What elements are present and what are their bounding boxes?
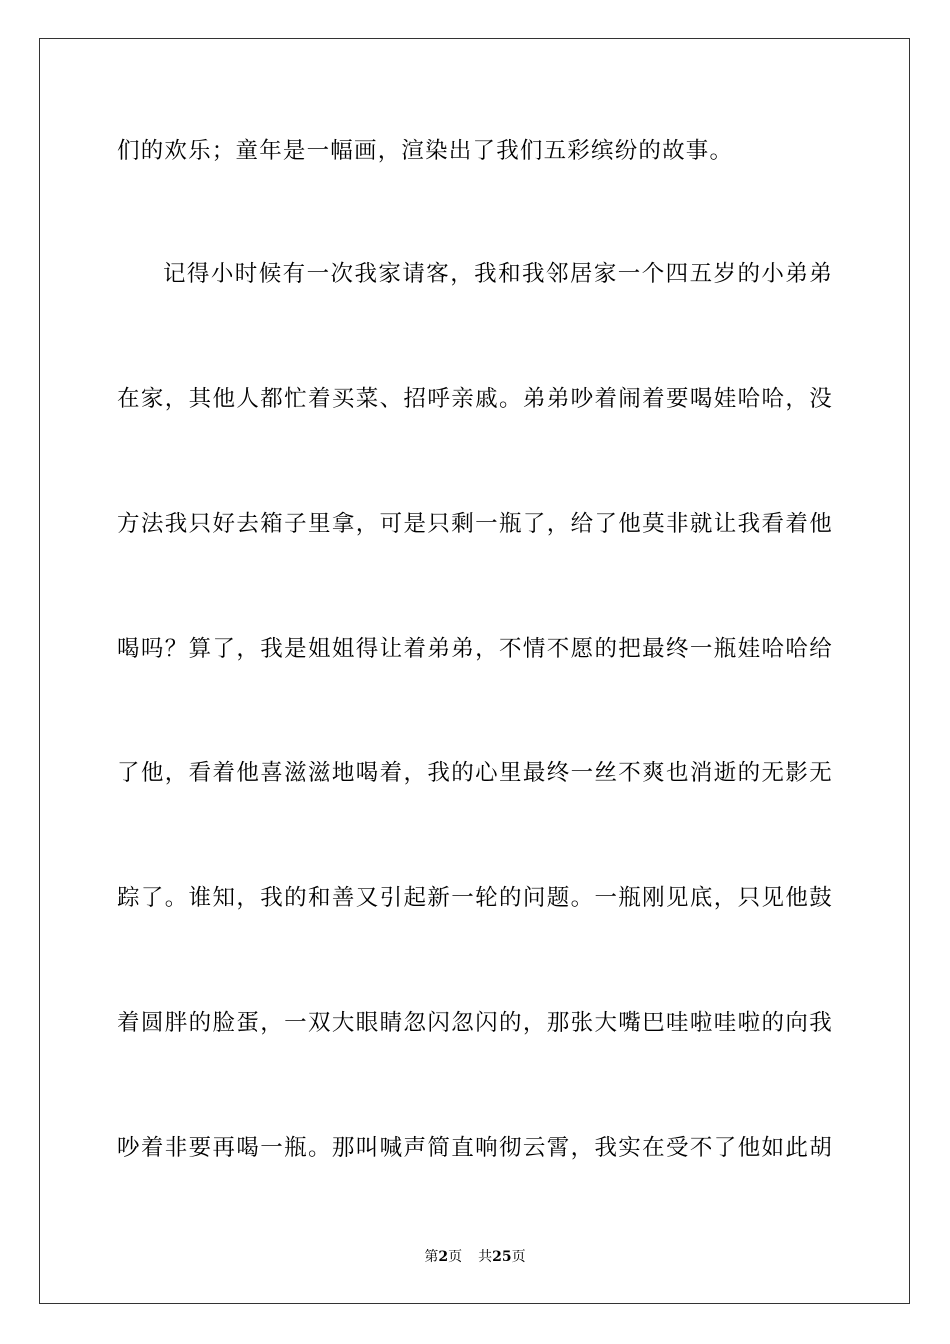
page-footer	[0, 1248, 950, 1266]
text-line-4: 方法我只好去箱子里拿，可是只剩一瓶了，给了他莫非就让我看着他	[117, 511, 833, 537]
text-line-3: 在家，其他人都忙着买菜、招呼亲戚。弟弟吵着闹着要喝娃哈哈，没	[117, 386, 833, 412]
page-suffix: 页	[448, 1249, 463, 1265]
page-prefix: 第	[424, 1249, 439, 1265]
total-prefix: 共	[478, 1249, 493, 1265]
text-line-6: 了他，看着他喜滋滋地喝着，我的心里最终一丝不爽也消逝的无影无	[117, 760, 833, 786]
total-pages: 25	[492, 1249, 512, 1265]
text-line-2: 记得小时候有一次我家请客，我和我邻居家一个四五岁的小弟弟	[163, 261, 833, 287]
total-suffix: 页	[511, 1249, 526, 1265]
text-line-7: 踪了。谁知，我的和善又引起新一轮的问题。一瓶刚见底，只见他鼓	[117, 885, 833, 911]
text-line-1: 们的欢乐；童年是一幅画，渲染出了我们五彩缤纷的故事。	[117, 138, 734, 164]
text-line-8: 着圆胖的脸蛋，一双大眼睛忽闪忽闪的，那张大嘴巴哇啦哇啦的向我	[117, 1010, 833, 1036]
page-number: 2	[438, 1249, 449, 1265]
text-line-5: 喝吗？算了，我是姐姐得让着弟弟，不情不愿的把最终一瓶娃哈哈给	[117, 636, 833, 662]
text-line-9: 吵着非要再喝一瓶。那叫喊声简直响彻云霄，我实在受不了他如此胡	[117, 1135, 833, 1161]
page-border	[39, 38, 910, 1304]
